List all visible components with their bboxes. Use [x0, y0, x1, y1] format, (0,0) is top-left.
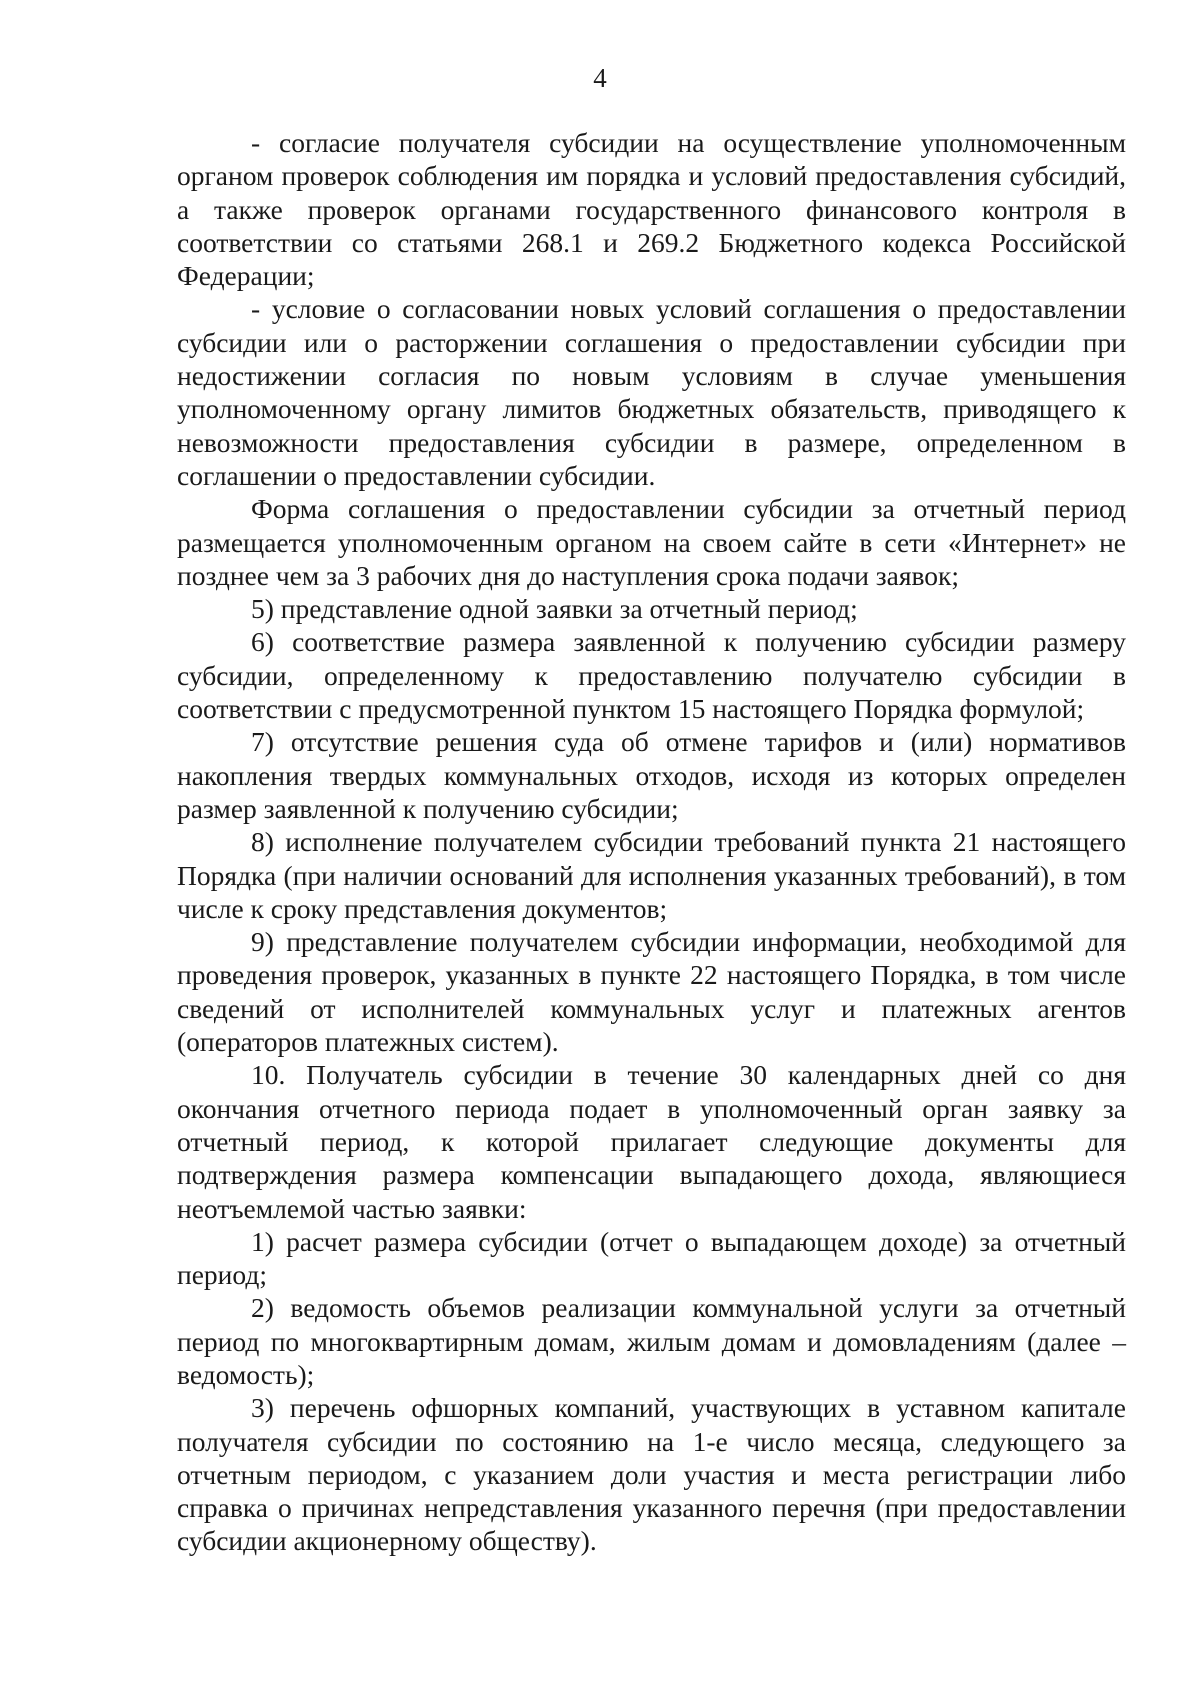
paragraph-new-conditions: - условие о согласовании новых условий соглашения о предоставлении субсидии или о расторжении соглашения о предоставлении субсидии при недостижении согласия по новым условиям в случае уменьшения уполномоченному органу лимитов бюджетных обязательств, приводящего к невозможности предоставления субсидии в размере, определенном в соглашении о предоставлении субсидии.: [177, 293, 1126, 491]
paragraph-item-7: 7) отсутствие решения суда об отмене тарифов и (или) нормативов накопления твердых коммунальных отходов, исходя из которых определен размер заявленной к получению субсидии;: [177, 726, 1126, 824]
paragraph-item-9: 9) представление получателем субсидии информации, необходимой для проведения проверок, указанных в пункте 22 настоящего Порядка, в том числе сведений от исполнителей коммунальных услуг и платежных агентов (операторов платежных систем).: [177, 926, 1126, 1058]
paragraph-section-10: 10. Получатель субсидии в течение 30 календарных дней со дня окончания отчетного периода подает в уполномоченный орган заявку за отчетный период, к которой прилагает следующие документы для подтверждения размера компенсации выпадающего дохода, являющиеся неотъемлемой частью заявки:: [177, 1059, 1126, 1224]
paragraph-doc-3: 3) перечень офшорных компаний, участвующих в уставном капитале получателя субсидии по состоянию на 1-е число месяца, следующего за отчетным периодом, с указанием доли участия и места регистрации либо справка о причинах непредставления указанного перечня (при предоставлении субсидии акционерному обществу).: [177, 1392, 1126, 1557]
page-number: 4: [593, 63, 607, 93]
paragraph-item-6: 6) соответствие размера заявленной к получению субсидии размеру субсидии, определенному к предоставлению получателю субсидии в соответствии с предусмотренной пунктом 15 настоящего Порядка формулой;: [177, 626, 1126, 725]
paragraph-consent-inspections: - согласие получателя субсидии на осуществление уполномоченным органом проверок соблюдения им порядка и условий предоставления субсидий, а также проверок органами государственного финансового контроля в соответствии со статьями 268.1 и 269.2 Бюджетного кодекса Российской Федерации;: [177, 127, 1126, 292]
paragraph-item-8: 8) исполнение получателем субсидии требований пункта 21 настоящего Порядка (при наличии оснований для исполнения указанных требований), в том числе к сроку представления документов;: [177, 826, 1126, 924]
paragraph-doc-2: 2) ведомость объемов реализации коммунальной услуги за отчетный период по многоквартирным домам, жилым домам и домовладениям (далее – ведомость);: [177, 1292, 1126, 1390]
document-body: [177, 126, 1126, 1558]
paragraph-doc-1: 1) расчет размера субсидии (отчет о выпадающем доходе) за отчетный период;: [177, 1225, 1126, 1291]
paragraph-agreement-form: Форма соглашения о предоставлении субсидии за отчетный период размещается уполномоченным органом на своем сайте в сети «Интернет» не позднее чем за 3 рабочих дня до наступления срока подачи заявок;: [177, 493, 1126, 591]
paragraph-item-5: 5) представление одной заявки за отчетный период;: [251, 593, 858, 625]
